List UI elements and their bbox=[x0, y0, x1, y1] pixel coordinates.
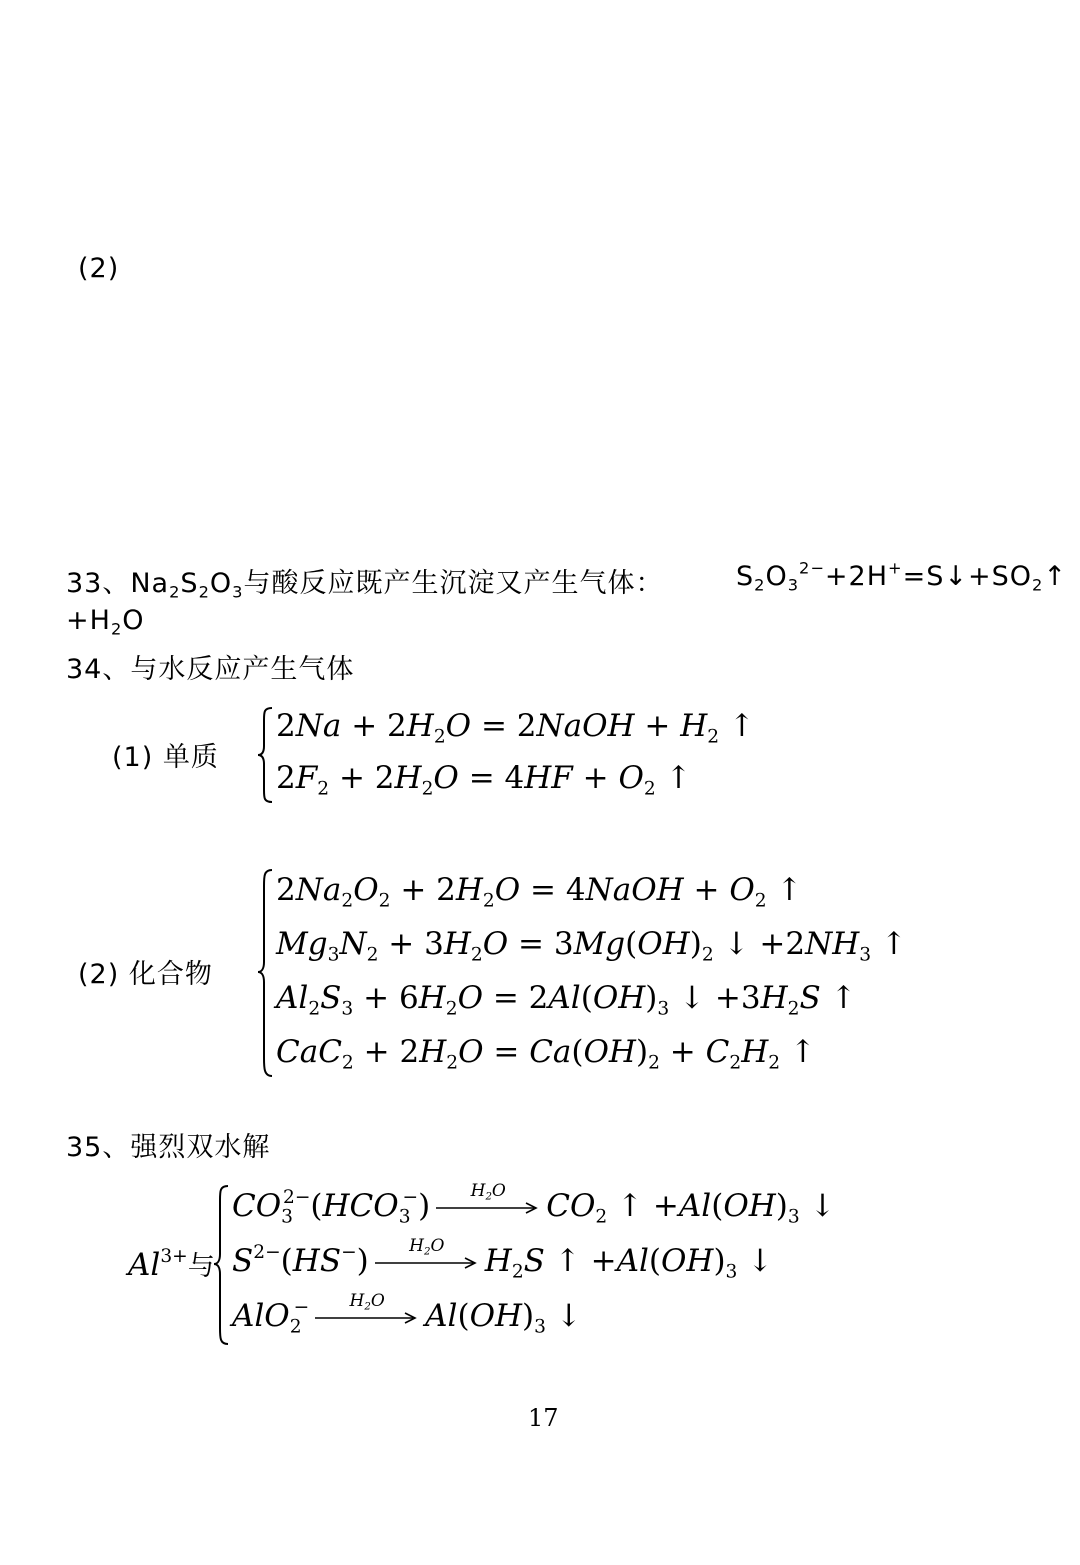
item-34-sub2-eq4: $CaC_2 + 2H_2O = Ca(OH)_2 + C_2H_2$ ↑ bbox=[276, 1034, 816, 1074]
item-34-sub1-eq2: $2F_2 + 2H_2O = 4HF + O_2$ ↑ bbox=[276, 760, 692, 800]
page-number: 17 bbox=[528, 1404, 559, 1432]
left-brace-icon bbox=[212, 1184, 232, 1346]
reaction-arrow-icon: $H_2O$ bbox=[375, 1256, 479, 1270]
item-35-reaction-1: $CO_3^{2-}(HCO_3^-)$ $H_2O$ $CO_2$ ↑ $+Al(OH)_3$ ↓ bbox=[232, 1180, 836, 1228]
top-item-number: (2) bbox=[78, 253, 120, 284]
item-34-title: 34、与水反应产生气体 bbox=[66, 654, 355, 685]
item-34-sub2-eq1: $2Na_2O_2 + 2H_2O$ = 4NaOH + $O_2$ ↑ bbox=[276, 872, 803, 912]
item-33-title: 33、$Na_2S_2O_3$与酸反应既产生沉淀又产生气体： bbox=[66, 568, 664, 602]
item-34-sub1-eq1: $2Na + 2H_2O$ = 2NaOH + $H_2$ ↑ bbox=[276, 708, 755, 748]
reaction-arrow-icon: $H_2O$ bbox=[315, 1311, 419, 1325]
left-brace-icon bbox=[256, 706, 276, 804]
item-34-sub2-eq2: $Mg_3N_2 + 3H_2O = 3Mg(OH)_2$ ↓ $+2NH_3$ ↑ bbox=[276, 926, 907, 966]
item-35-title: 35、强烈双水解 bbox=[66, 1132, 271, 1163]
item-33-equation: $S_2O_3^{2-}+2H^+=S↓+SO_2↑$ bbox=[736, 558, 1067, 595]
item-35-lead: $Al^{3+}$与 bbox=[128, 1245, 215, 1283]
item-34-sub2-eq3: $Al_2S_3 + 6H_2O = 2Al(OH)_3$ ↓ $+3H_2S$ ↑ bbox=[276, 980, 857, 1020]
left-brace-icon bbox=[256, 868, 276, 1078]
down-arrow-icon: ↓ bbox=[944, 561, 968, 592]
item-35-reaction-2: $S^{2-}(HS^-)$ $H_2O$ $H_2S$ ↑ $+Al(OH)_3$ ↓ bbox=[232, 1235, 774, 1283]
item-34-sub1-label: (1) 单质 bbox=[112, 742, 219, 773]
item-33-equation-cont: $+H_2O$ bbox=[66, 605, 145, 639]
up-arrow-icon: ↑ bbox=[1043, 561, 1067, 592]
reaction-arrow-icon: $H_2O$ bbox=[436, 1201, 540, 1215]
item-35-reaction-3: AlO$_2$− $H_2O$ $Al(OH)_3$ ↓ bbox=[232, 1290, 582, 1338]
item-34-sub2-label: (2) 化合物 bbox=[78, 959, 213, 990]
